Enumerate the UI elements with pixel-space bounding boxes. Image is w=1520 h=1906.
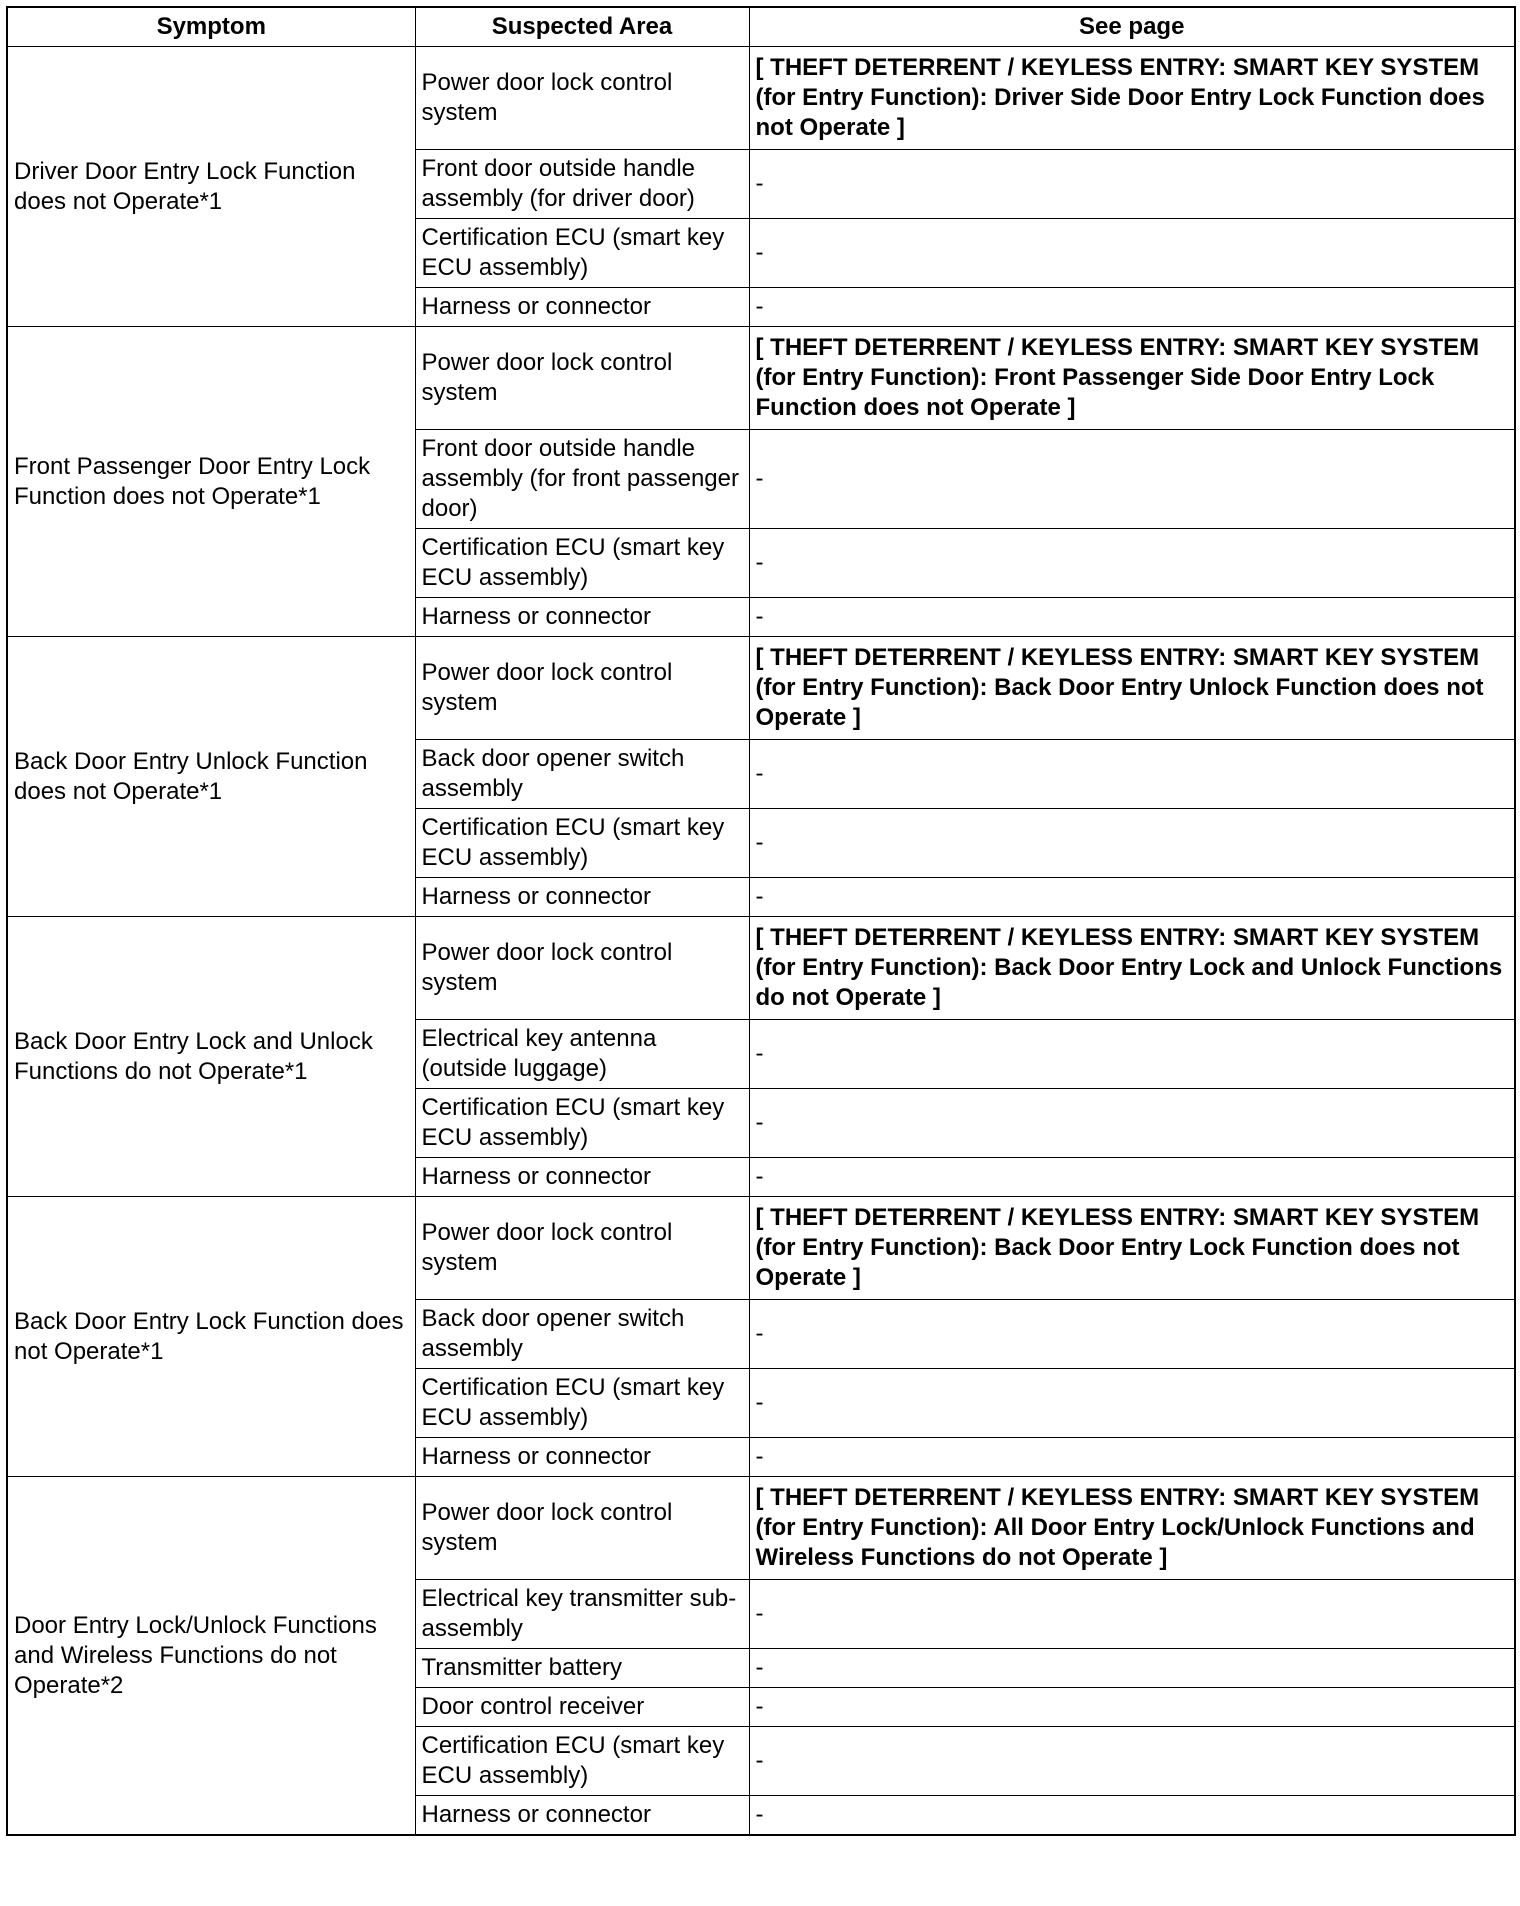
symptom-cell: Back Door Entry Lock and Unlock Functions do not Operate*1 [7, 917, 415, 1197]
see-page-link[interactable]: [ THEFT DETERRENT / KEYLESS ENTRY: SMART KEY SYSTEM (for Entry Function): Back Door Entry Lock and Unlock Functions do not Operate ] [749, 917, 1515, 1020]
see-page-cell: - [749, 1369, 1515, 1438]
see-page-cell: - [749, 150, 1515, 219]
see-page-cell: - [749, 1727, 1515, 1796]
see-page-cell: - [749, 430, 1515, 529]
table-row [7, 47, 1515, 150]
suspected-area-cell: Harness or connector [415, 878, 749, 917]
suspected-area-cell: Back door opener switch assembly [415, 740, 749, 809]
see-page-cell: - [749, 1796, 1515, 1836]
table-row [7, 917, 1515, 1020]
symptom-cell: Back Door Entry Lock Function does not Operate*1 [7, 1197, 415, 1477]
suspected-area-cell: Certification ECU (smart key ECU assembly) [415, 809, 749, 878]
see-page-cell: - [749, 1300, 1515, 1369]
suspected-area-cell: Electrical key transmitter sub-assembly [415, 1580, 749, 1649]
suspected-area-cell: Power door lock control system [415, 917, 749, 1020]
see-page-link[interactable]: [ THEFT DETERRENT / KEYLESS ENTRY: SMART KEY SYSTEM (for Entry Function): Back Door Entry Lock Function does not Operate ] [749, 1197, 1515, 1300]
symptom-cell: Back Door Entry Unlock Function does not Operate*1 [7, 637, 415, 917]
table-row [7, 637, 1515, 740]
problem-symptoms-table [6, 6, 1516, 1836]
suspected-area-cell: Harness or connector [415, 1158, 749, 1197]
header-symptom: Symptom [7, 7, 415, 47]
see-page-cell: - [749, 1438, 1515, 1477]
suspected-area-cell: Certification ECU (smart key ECU assembly) [415, 1369, 749, 1438]
problem-symptoms-table-container [6, 6, 1514, 1836]
suspected-area-cell: Harness or connector [415, 1438, 749, 1477]
table-row [7, 1477, 1515, 1580]
suspected-area-cell: Certification ECU (smart key ECU assembly) [415, 219, 749, 288]
suspected-area-cell: Power door lock control system [415, 47, 749, 150]
suspected-area-cell: Harness or connector [415, 288, 749, 327]
see-page-link[interactable]: [ THEFT DETERRENT / KEYLESS ENTRY: SMART KEY SYSTEM (for Entry Function): All Door Entry Lock/Unlock Functions and Wireless Functions do not Operate ] [749, 1477, 1515, 1580]
suspected-area-cell: Back door opener switch assembly [415, 1300, 749, 1369]
suspected-area-cell: Certification ECU (smart key ECU assembly) [415, 1727, 749, 1796]
see-page-link[interactable]: [ THEFT DETERRENT / KEYLESS ENTRY: SMART KEY SYSTEM (for Entry Function): Driver Side Door Entry Lock Function does not Operate ] [749, 47, 1515, 150]
suspected-area-cell: Certification ECU (smart key ECU assembly) [415, 529, 749, 598]
see-page-cell: - [749, 1089, 1515, 1158]
header-see-page: See page [749, 7, 1515, 47]
see-page-cell: - [749, 1020, 1515, 1089]
suspected-area-cell: Power door lock control system [415, 1197, 749, 1300]
symptom-cell: Door Entry Lock/Unlock Functions and Wireless Functions do not Operate*2 [7, 1477, 415, 1836]
table-row [7, 327, 1515, 430]
suspected-area-cell: Harness or connector [415, 598, 749, 637]
table-row [7, 1197, 1515, 1300]
see-page-cell: - [749, 1649, 1515, 1688]
see-page-cell: - [749, 598, 1515, 637]
see-page-cell: - [749, 878, 1515, 917]
see-page-cell: - [749, 219, 1515, 288]
suspected-area-cell: Front door outside handle assembly (for front passenger door) [415, 430, 749, 529]
table-header-row [7, 7, 1515, 47]
table-body [7, 47, 1515, 1836]
symptom-cell: Front Passenger Door Entry Lock Function does not Operate*1 [7, 327, 415, 637]
symptom-cell: Driver Door Entry Lock Function does not Operate*1 [7, 47, 415, 327]
suspected-area-cell: Power door lock control system [415, 1477, 749, 1580]
see-page-cell: - [749, 1580, 1515, 1649]
see-page-link[interactable]: [ THEFT DETERRENT / KEYLESS ENTRY: SMART KEY SYSTEM (for Entry Function): Back Door Entry Unlock Function does not Operate ] [749, 637, 1515, 740]
suspected-area-cell: Power door lock control system [415, 327, 749, 430]
suspected-area-cell: Front door outside handle assembly (for driver door) [415, 150, 749, 219]
see-page-cell: - [749, 809, 1515, 878]
header-suspected-area: Suspected Area [415, 7, 749, 47]
suspected-area-cell: Transmitter battery [415, 1649, 749, 1688]
see-page-cell: - [749, 1688, 1515, 1727]
see-page-link[interactable]: [ THEFT DETERRENT / KEYLESS ENTRY: SMART KEY SYSTEM (for Entry Function): Front Passenger Side Door Entry Lock Function does not Operate ] [749, 327, 1515, 430]
suspected-area-cell: Certification ECU (smart key ECU assembly) [415, 1089, 749, 1158]
see-page-cell: - [749, 1158, 1515, 1197]
suspected-area-cell: Power door lock control system [415, 637, 749, 740]
see-page-cell: - [749, 288, 1515, 327]
suspected-area-cell: Door control receiver [415, 1688, 749, 1727]
suspected-area-cell: Electrical key antenna (outside luggage) [415, 1020, 749, 1089]
see-page-cell: - [749, 740, 1515, 809]
suspected-area-cell: Harness or connector [415, 1796, 749, 1836]
see-page-cell: - [749, 529, 1515, 598]
